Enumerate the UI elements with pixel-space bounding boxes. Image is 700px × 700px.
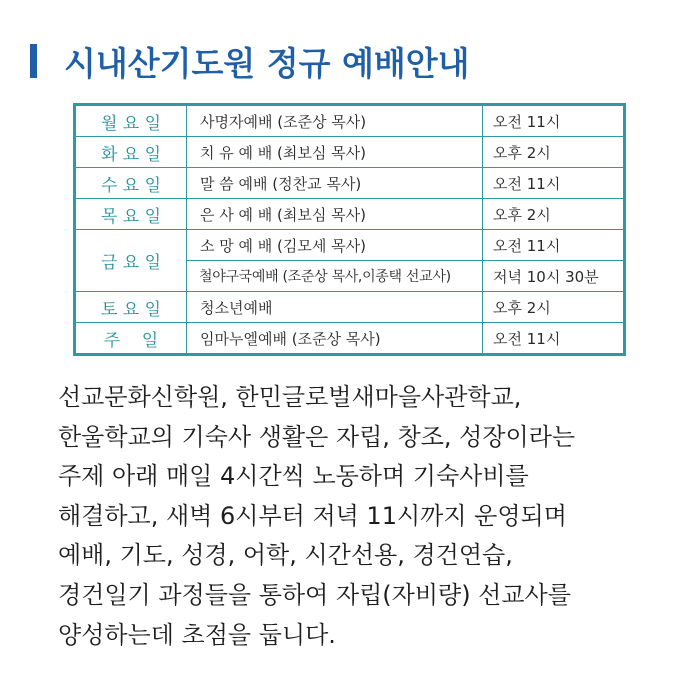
table-row	[75, 199, 625, 230]
day-cell: 토 요 일	[75, 292, 187, 323]
service-cell: 소 망 예 배 (김모세 목사)	[187, 230, 483, 261]
service-cell: 청소년예배	[187, 292, 483, 323]
table-row	[75, 168, 625, 199]
page-title: 시내산기도원 정규 예배안내	[64, 44, 470, 83]
service-cell: 치 유 예 배 (최보심 목사)	[187, 137, 483, 168]
service-cell: 사명자예배 (조준상 목사)	[187, 105, 483, 137]
description-line: 예배, 기도, 성경, 어학, 시간선용, 경건연습,	[58, 541, 513, 570]
service-cell: 은 사 예 배 (최보심 목사)	[187, 199, 483, 230]
time-cell: 오전 11시	[483, 105, 625, 137]
table-row	[75, 292, 625, 323]
day-cell: 화 요 일	[75, 137, 187, 168]
service-cell: 말 씀 예배 (정찬교 목사)	[187, 168, 483, 199]
service-cell: 철야구국예배 (조준상 목사,이종택 선교사)	[187, 261, 483, 292]
time-cell: 오후 2시	[483, 137, 625, 168]
table-row	[75, 137, 625, 168]
time-cell: 저녁 10시 30분	[483, 261, 625, 292]
title-accent-bar	[30, 44, 37, 78]
day-cell: 목 요 일	[75, 199, 187, 230]
description-line: 해결하고, 새벽 6시부터 저녁 11시까지 운영되며	[58, 501, 567, 530]
day-cell: 주 일	[75, 323, 187, 355]
time-cell: 오전 11시	[483, 230, 625, 261]
description-line: 양성하는데 초점을 둡니다.	[58, 620, 336, 649]
time-cell: 오후 2시	[483, 199, 625, 230]
worship-schedule-table	[73, 103, 626, 356]
day-cell: 금 요 일	[75, 230, 187, 292]
description-paragraph	[58, 378, 678, 655]
table-row	[75, 105, 625, 137]
day-cell: 월 요 일	[75, 105, 187, 137]
description-line: 주제 아래 매일 4시간씩 노동하며 기숙사비를	[58, 462, 529, 491]
description-line: 경건일기 과정들을 통하여 자립(자비량) 선교사를	[58, 580, 571, 609]
description-line: 한울학교의 기숙사 생활은 자립, 창조, 성장이라는	[58, 422, 576, 451]
time-cell: 오후 2시	[483, 292, 625, 323]
table-row	[75, 230, 625, 261]
service-cell: 임마누엘예배 (조준상 목사)	[187, 323, 483, 355]
time-cell: 오전 11시	[483, 168, 625, 199]
time-cell: 오전 11시	[483, 323, 625, 355]
description-line: 선교문화신학원, 한민글로벌새마을사관학교,	[58, 383, 522, 411]
table-row	[75, 323, 625, 355]
day-cell: 수 요 일	[75, 168, 187, 199]
